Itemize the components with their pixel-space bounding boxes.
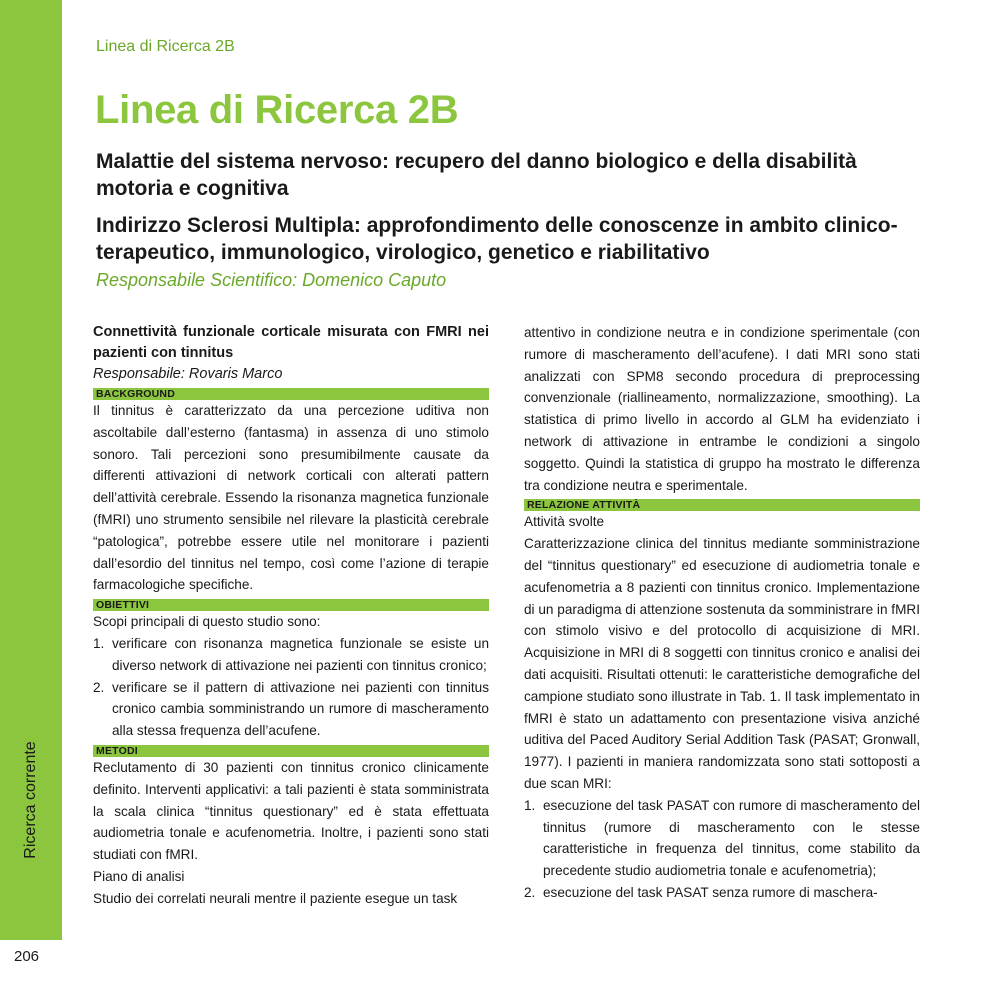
obiettivi-intro: Scopi principali di questo studio sono:: [93, 614, 321, 630]
page-subtitle-disease: Malattie del sistema nervoso: recupero del danno biologico e della disabilità motoria e cognitiva: [96, 150, 857, 200]
scientific-responsible: Responsabile Scientifico: Domenico Caputo: [96, 270, 447, 290]
section-header-background: BACKGROUND: [93, 388, 489, 400]
list-item: 1. esecuzione del task PASAT con rumore di mascheramento del tinnitus (rumore di mascheramento con le stesse caratteristiche in frequenza del tinnitus, come stabilito da precedente studio audiometria tonale e acufenometria);: [524, 797, 920, 879]
piano-analisi-heading: Piano di analisi: [93, 868, 185, 884]
section-header-obiettivi: OBIETTIVI: [93, 599, 489, 611]
sidebar-label: Ricerca corrente: [22, 741, 39, 859]
relazione-list: [524, 795, 920, 904]
attivita-svolte-heading: Attività svolte: [524, 514, 605, 530]
obiettivi-list: [93, 633, 489, 742]
metodi-text: Reclutamento di 30 pazienti con tinnitus cronico clinicamente definito. Interventi applicativi: a tali pazienti è stata somministrata la scala clinica “tinnitus questionary” ed è stata effettuata audiometria tonale e acufenometria. Inoltre, i pazienti sono stati studiati con fMRI.: [93, 759, 489, 863]
piano-analisi-text: Studio dei correlati neurali mentre il paziente esegue un task: [93, 890, 458, 906]
left-column: [93, 322, 489, 910]
article-title: Connettività funzionale corticale misurata con FMRI nei pazienti con tinnitus: [93, 324, 489, 361]
background-text: Il tinnitus è caratterizzato da una percezione uditiva non ascoltabile dall’esterno (fantasma) in assenza di uno stimolo sonoro. Tali percezioni sono presumibilmente causate da differenti attivazioni di network corticali con alterati pattern dell’attività cerebrale. Essendo la risonanza magnetica funzionale (fMRI) uno strumento sensibile nel rilevare la plasticità cerebrale “patologica”, potrebbe essere utile nel monitorare i pazienti dall’esordio del tinnitus nel tempo, così come l’azione di terapie farmacologiche specifiche.: [93, 403, 489, 593]
article-responsible: Responsabile: Rovaris Marco: [93, 366, 283, 382]
section-header-relazione: RELAZIONE ATTIVITÀ: [524, 499, 920, 511]
list-item: 1. verificare con risonanza magnetica funzionale se esiste un diverso network di attivazione nei pazienti con tinnitus cronico;: [93, 635, 489, 673]
sidebar-band: [0, 0, 62, 940]
page-title: Linea di Ricerca 2B: [95, 88, 459, 132]
list-item: 2. verificare se il pattern di attivazione nei pazienti con tinnitus cronico cambia somministrando un rumore di mascheramento alla stessa frequenza dell’acufene.: [93, 679, 489, 739]
right-column: [524, 322, 920, 904]
list-item: 2. esecuzione del task PASAT senza rumore di maschera-: [524, 884, 878, 900]
relazione-text: Caratterizzazione clinica del tinnitus mediante somministrazione del “tinnitus questionary” ed esecuzione di audiometria tonale e acufenometria a 8 pazienti con tinnitus cronico. Implementazione di un paradigma di attenzione sostenuta da somministrare in fMRI con stimolo visivo e del protocollo di acquisizione di MRI. Acquisizione in MRI di 8 soggetti con tinnitus cronico e analisi dei dati acquisiti. Risultati ottenuti: le caratteristiche demografiche del campione studiato sono illustrate in Tab. 1. Il task implementato in fMRI è stato un adattamento con presentazione visiva anziché uditiva del Paced Auditory Serial Addition Task (PASAT; Gronwall, 1977). I pazienti in maniera randomizzata sono stati sottoposti a due scan MRI:: [524, 536, 920, 791]
running-header: Linea di Ricerca 2B: [96, 38, 235, 55]
page-number: 206: [14, 948, 40, 965]
section-header-metodi: METODI: [93, 745, 489, 757]
piano-analisi-text-continued: attentivo in condizione neutra e in condizione sperimentale (con rumore di mascheramento dell’acufene). I dati MRI sono stati analizzati con SPM8 secondo procedura di preprocessing convenzionale (riallineamento, normalizzazione, smoothing). La statistica di primo livello in accordo al GLM ha evidenziato i network di attivazione in entrambe le condizioni a singolo soggetto. Quindi la statistica di gruppo ha mostrato le differenza tra condizione neutra e sperimentale.: [524, 325, 920, 493]
page-subtitle-ms: Indirizzo Sclerosi Multipla: approfondimento delle conoscenze in ambito clinico-terapeutico, immunologico, virologico, genetico e riabilitativo: [96, 214, 898, 264]
